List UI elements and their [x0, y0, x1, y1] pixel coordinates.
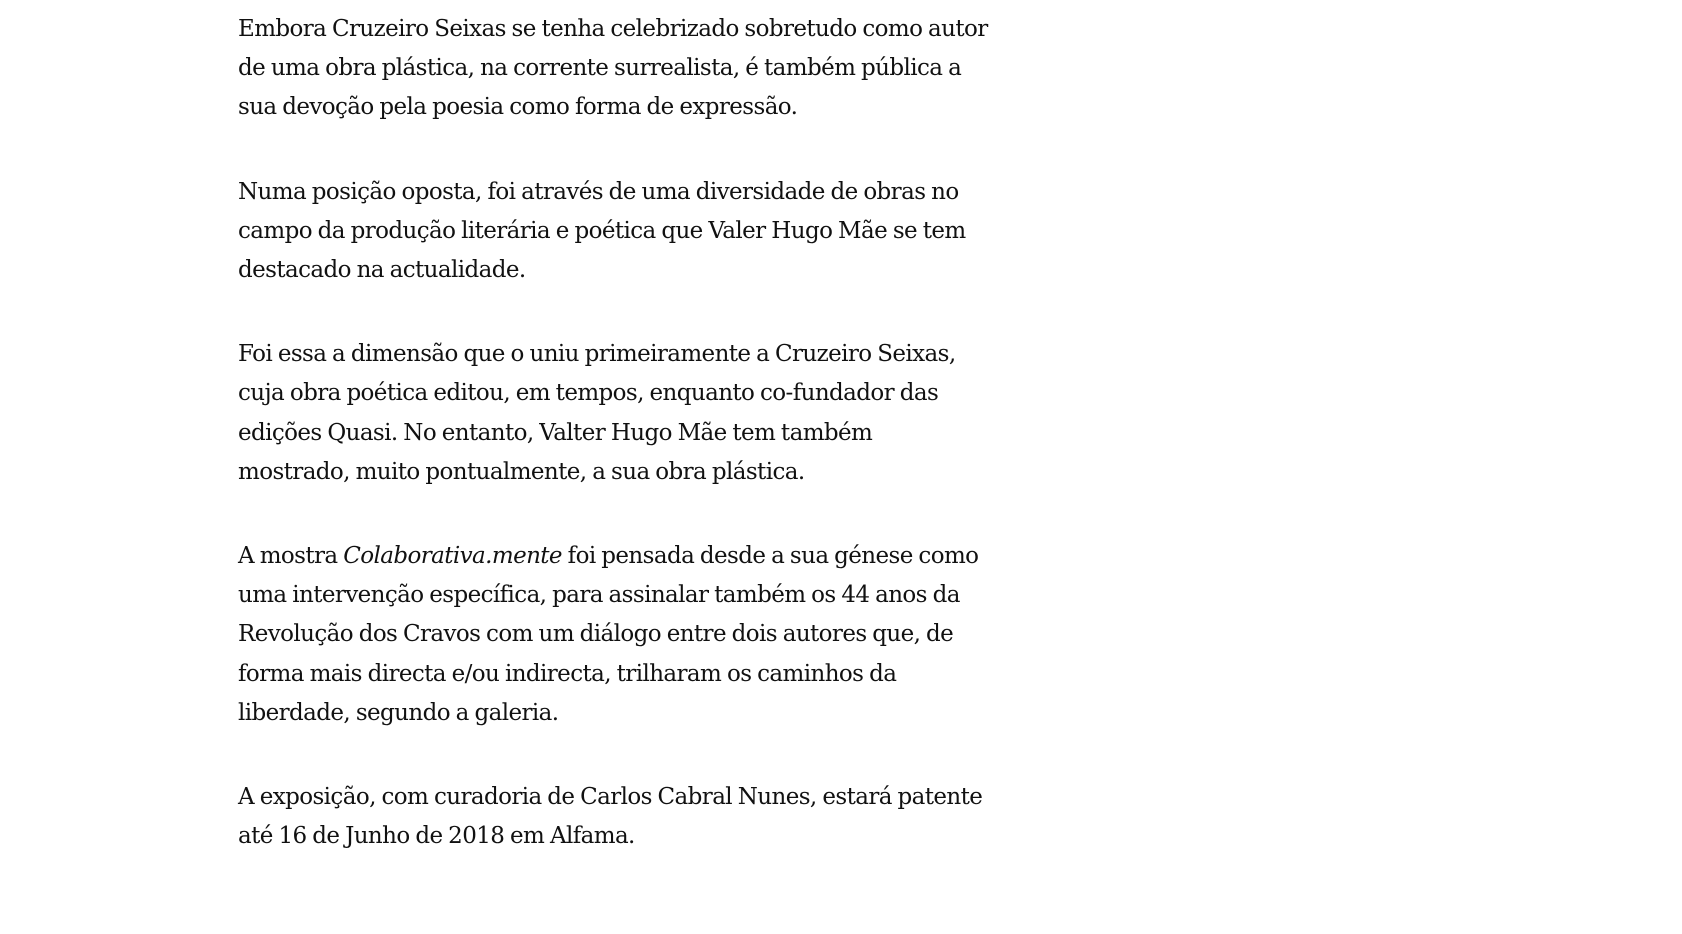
paragraph-cruzeiro-seixas-intro — [238, 10, 1018, 128]
text-line: campo da produção literária e poética que Valer Hugo Mãe se tem — [238, 217, 966, 244]
text-line — [238, 537, 1018, 576]
paragraph-curator-dates — [238, 778, 1018, 856]
text-line: liberdade, segundo a galeria. — [238, 699, 559, 726]
text-line: Foi essa a dimensão que o uniu primeiramente a Cruzeiro Seixas, — [238, 341, 956, 368]
paragraph-connection-quasi — [238, 335, 1018, 492]
text-line: Embora Cruzeiro Seixas se tenha celebrizado sobretudo como autor — [238, 16, 988, 42]
text-line: de uma obra plástica, na corrente surrealista, é também pública a — [238, 55, 962, 82]
text-line: sua devoção pela poesia como forma de expressão. — [238, 94, 798, 121]
text-line: A exposição, com curadoria de Carlos Cabral Nunes, estará patente — [238, 784, 983, 811]
text-line: até 16 de Junho de 2018 em Alfama. — [238, 823, 635, 850]
text-line: mostrado, muito pontualmente, a sua obra plástica. — [238, 458, 805, 485]
text-fragment: A mostra — [238, 543, 344, 570]
text-line: cuja obra poética editou, em tempos, enquanto co-fundador das — [238, 380, 939, 407]
text-line: forma mais directa e/ou indirecta, trilharam os caminhos da — [238, 660, 897, 687]
paragraph-valter-hugo-mae-literary — [238, 173, 1018, 291]
exhibition-title: Colaborativa.mente — [343, 543, 562, 570]
article-body — [238, 10, 1018, 901]
paragraph-exhibition-colaborativa-mente — [238, 537, 1018, 733]
text-fragment: foi pensada desde a sua génese como — [561, 543, 979, 570]
text-line: destacado na actualidade. — [238, 257, 526, 284]
text-line: edições Quasi. No entanto, Valter Hugo Mãe tem também — [238, 419, 873, 446]
text-line: Numa posição oposta, foi através de uma diversidade de obras no — [238, 178, 959, 205]
text-line: Revolução dos Cravos com um diálogo entre dois autores que, de — [238, 621, 954, 648]
text-line: uma intervenção específica, para assinalar também os 44 anos da — [238, 582, 960, 609]
